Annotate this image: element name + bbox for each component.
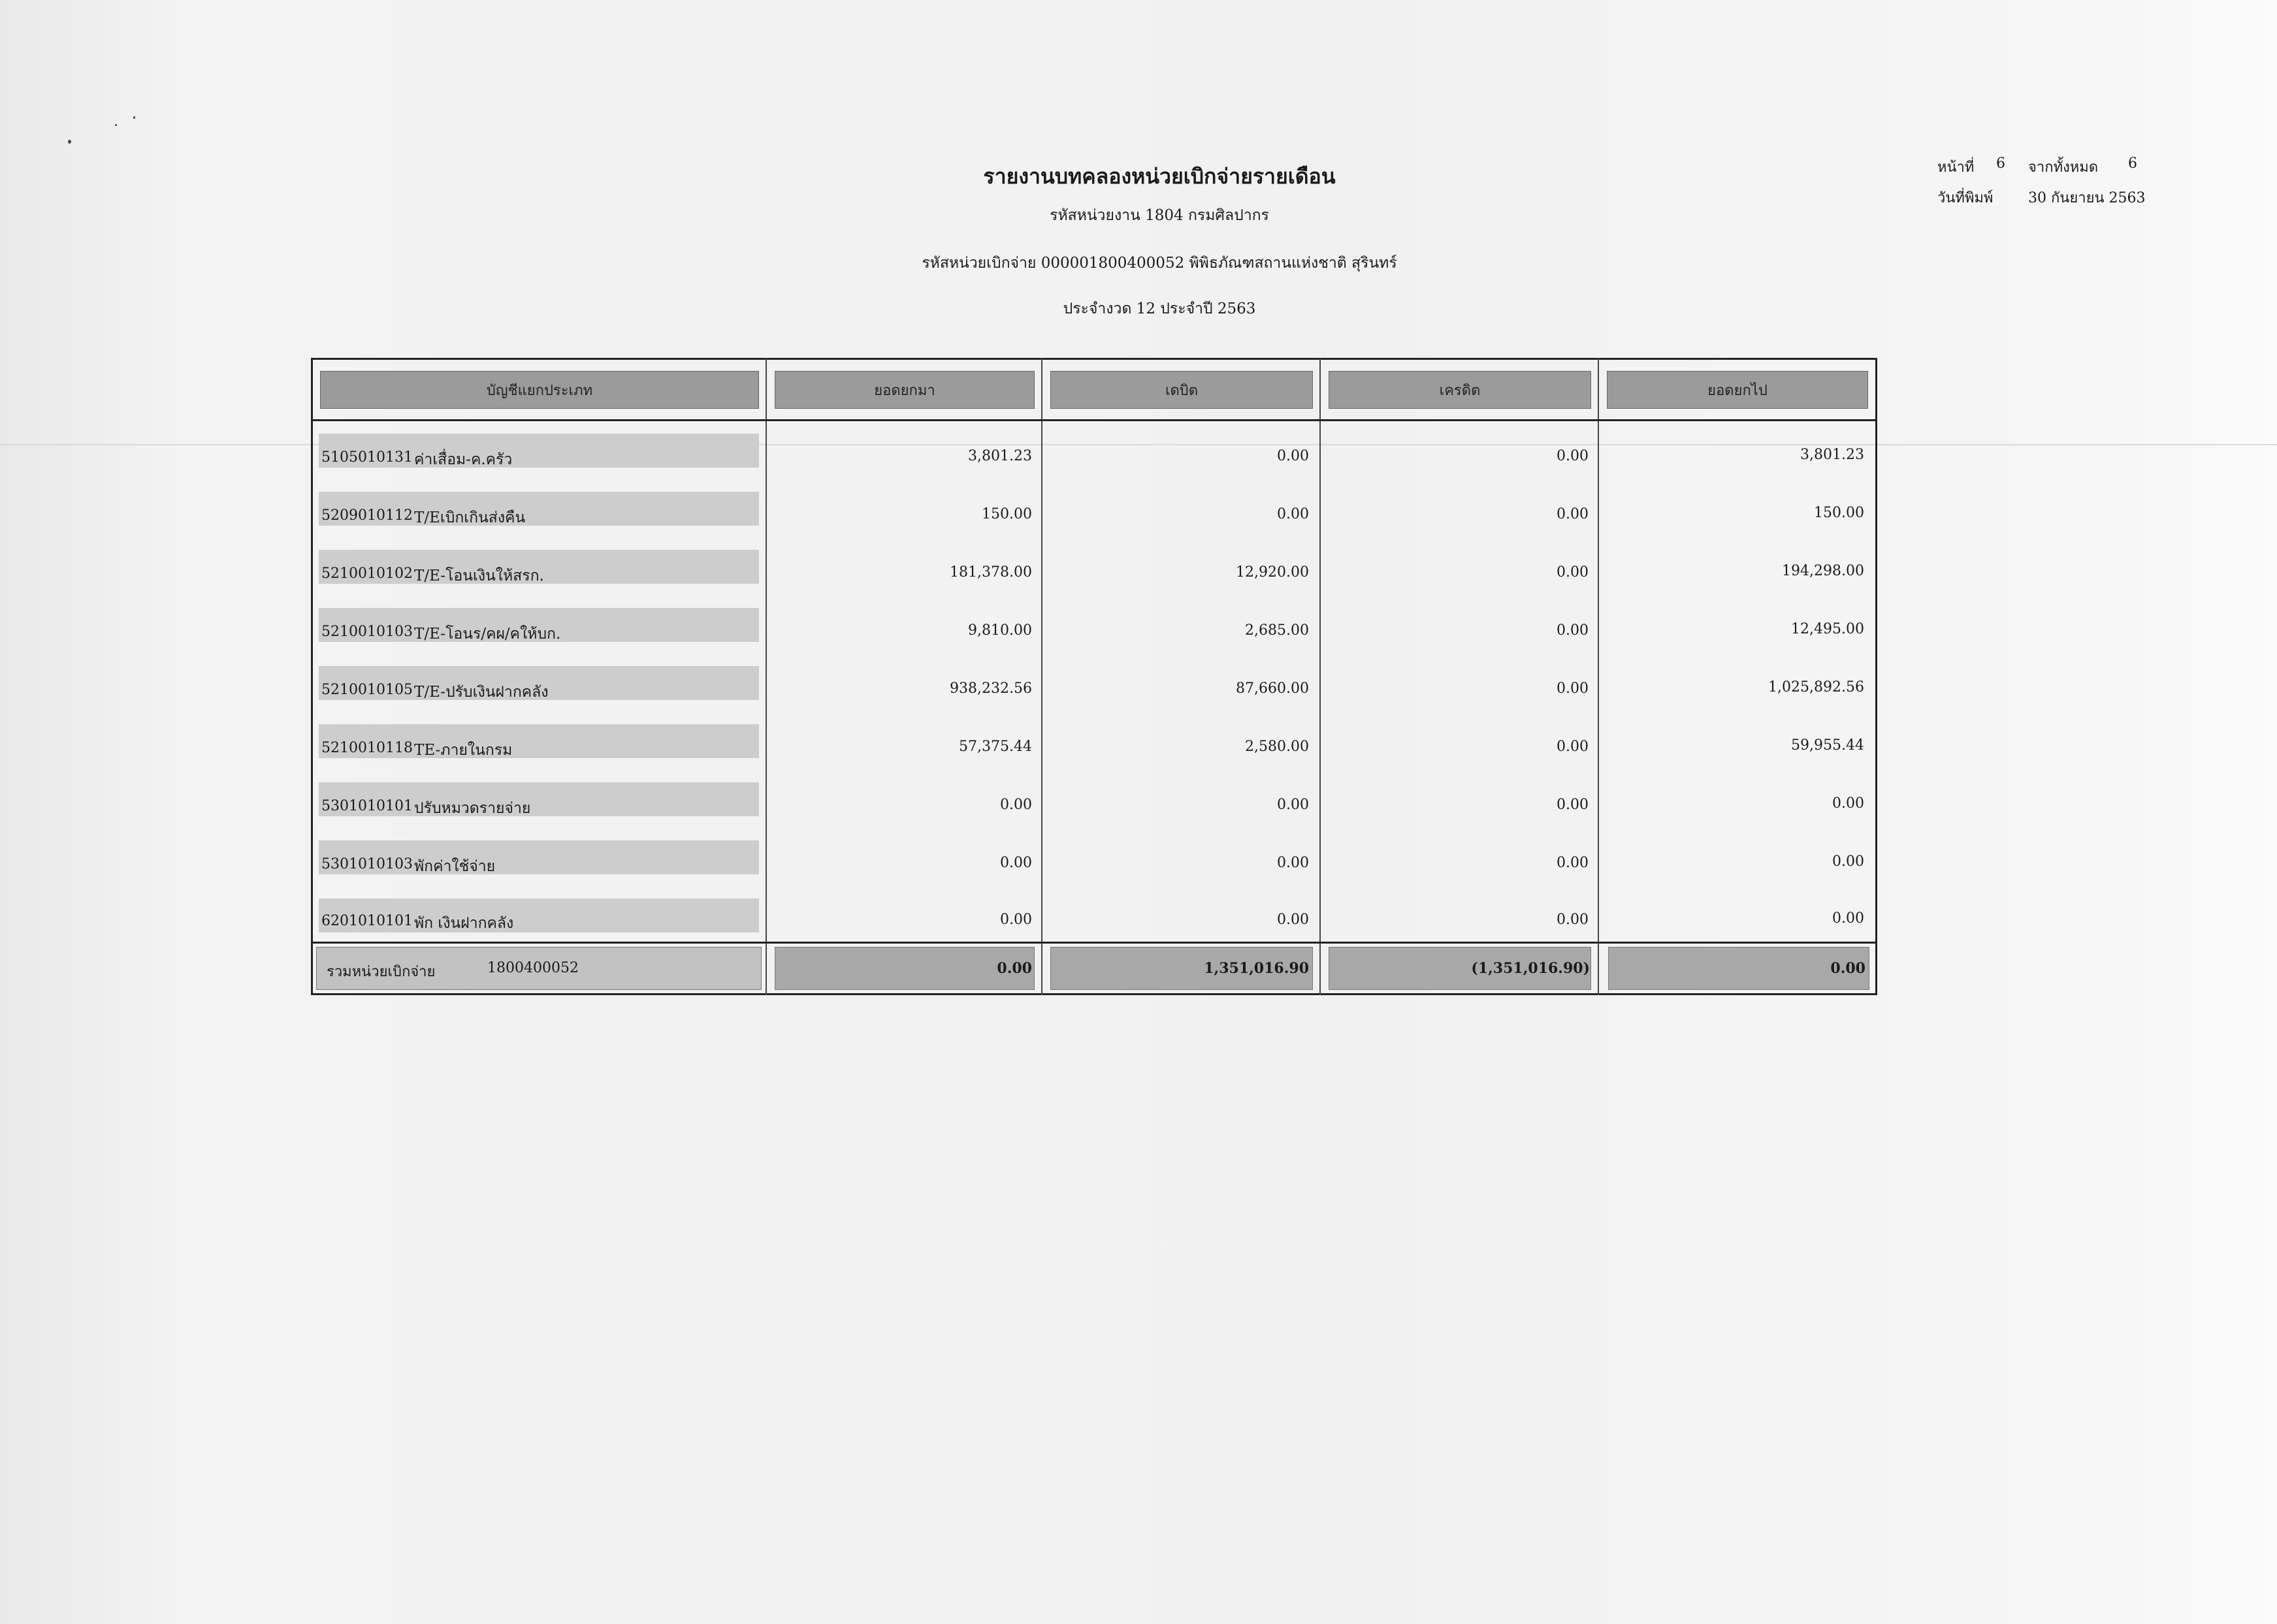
debit-value: 2,685.00 — [1245, 622, 1309, 639]
carried-forward-value: 194,298.00 — [1782, 563, 1864, 579]
carried-forward-value: 150.00 — [1814, 505, 1864, 521]
account-name: T/Eเบิกเกินส่งคืน — [414, 509, 526, 526]
debit-value: 0.00 — [1277, 506, 1309, 522]
scan-speck — [115, 124, 117, 126]
carried-forward-value: 0.00 — [1832, 795, 1864, 812]
header-debit: เดบิต — [1050, 371, 1313, 409]
header-brought-forward: ยอดยกมา — [775, 371, 1035, 409]
report-title: รายงานบทคลองหน่วยเบิกจ่ายรายเดือน — [983, 164, 1336, 189]
carried-forward-value: 12,495.00 — [1791, 621, 1864, 637]
total-divider — [311, 942, 1877, 944]
total-pages-value: 6 — [2128, 155, 2137, 172]
brought-forward-value: 57,375.44 — [959, 739, 1032, 755]
period-line: ประจำงวด 12 ประจำปี 2563 — [1063, 300, 1256, 317]
agency-line: รหัสหน่วยงาน 1804 กรมศิลปากร — [1050, 207, 1269, 224]
brought-forward-value: 3,801.23 — [968, 448, 1032, 464]
account-code: 5209010112 — [321, 507, 413, 524]
credit-value: 0.00 — [1557, 680, 1589, 697]
total-pages-label: จากทั้งหมด — [2028, 159, 2099, 176]
account-name: T/E-โอนเงินให้สรก. — [414, 567, 544, 584]
column-divider — [766, 358, 767, 995]
total-credit-value: (1,351,016.90) — [1471, 960, 1590, 977]
credit-value: 0.00 — [1557, 506, 1589, 522]
brought-forward-value: 9,810.00 — [968, 622, 1032, 639]
credit-value: 0.00 — [1557, 855, 1589, 871]
column-divider — [1598, 358, 1599, 995]
total-brought-value: 0.00 — [997, 960, 1032, 977]
scan-speck — [133, 116, 135, 119]
debit-value: 12,920.00 — [1236, 564, 1309, 581]
credit-value: 0.00 — [1557, 564, 1589, 581]
brought-forward-value: 0.00 — [1000, 855, 1032, 871]
header-account: บัญชีแยกประเภท — [320, 371, 759, 409]
account-code: 5210010102 — [321, 565, 413, 582]
brought-forward-value: 150.00 — [982, 506, 1032, 522]
scan-speck — [68, 140, 71, 144]
account-code: 5105010131 — [321, 449, 413, 466]
debit-value: 0.00 — [1277, 797, 1309, 813]
debit-value: 0.00 — [1277, 855, 1309, 871]
account-name: พัก เงินฝากคลัง — [414, 915, 514, 932]
account-code: 5210010105 — [321, 682, 413, 698]
account-code: 5301010103 — [321, 856, 413, 872]
print-date-value: 30 กันยายน 2563 — [2028, 190, 2146, 206]
account-name: ปรับหมวดรายจ่าย — [414, 800, 531, 817]
account-name: TE-ภายในกรม — [414, 742, 513, 759]
debit-value: 0.00 — [1277, 448, 1309, 464]
page-label: หน้าที่ — [1937, 159, 1975, 176]
column-divider — [1041, 358, 1042, 995]
total-carried-value: 0.00 — [1830, 960, 1865, 977]
header-divider — [311, 419, 1877, 421]
total-unit-code: 1800400052 — [487, 960, 579, 976]
brought-forward-value: 0.00 — [1000, 797, 1032, 813]
brought-forward-value: 0.00 — [1000, 912, 1032, 928]
brought-forward-value: 938,232.56 — [950, 680, 1032, 697]
credit-value: 0.00 — [1557, 797, 1589, 813]
account-code: 5210010103 — [321, 624, 413, 640]
carried-forward-value: 0.00 — [1832, 853, 1864, 870]
credit-value: 0.00 — [1557, 448, 1589, 464]
total-debit-value: 1,351,016.90 — [1204, 960, 1309, 977]
account-name: T/E-ปรับเงินฝากคลัง — [414, 684, 549, 701]
unit-line: รหัสหน่วยเบิกจ่าย 000001800400052 พิพิธภัณฑสถานแห่งชาติ สุรินทร์ — [922, 255, 1397, 272]
account-name: T/E-โอนร/คผ/คให้บก. — [414, 626, 561, 643]
account-name: พักค่าใช้จ่าย — [414, 858, 496, 875]
debit-value: 87,660.00 — [1236, 680, 1309, 697]
print-date-label: วันที่พิมพ์ — [1937, 190, 1994, 206]
carried-forward-value: 0.00 — [1832, 910, 1864, 927]
account-code: 5210010118 — [321, 740, 413, 756]
credit-value: 0.00 — [1557, 622, 1589, 639]
carried-forward-value: 1,025,892.56 — [1768, 679, 1864, 695]
account-code: 6201010101 — [321, 913, 413, 929]
account-name: ค่าเสื่อม-ค.ครัว — [414, 451, 513, 468]
credit-value: 0.00 — [1557, 739, 1589, 755]
brought-forward-value: 181,378.00 — [950, 564, 1032, 581]
credit-value: 0.00 — [1557, 912, 1589, 928]
column-divider — [1319, 358, 1321, 995]
carried-forward-value: 59,955.44 — [1791, 737, 1864, 754]
account-code: 5301010101 — [321, 798, 413, 814]
header-carried-forward: ยอดยกไป — [1607, 371, 1868, 409]
carried-forward-value: 3,801.23 — [1800, 447, 1864, 463]
debit-value: 2,580.00 — [1245, 739, 1309, 755]
page-value: 6 — [1996, 155, 2005, 172]
debit-value: 0.00 — [1277, 912, 1309, 928]
total-label: รวมหน่วยเบิกจ่าย — [327, 964, 436, 980]
header-credit: เครดิต — [1329, 371, 1591, 409]
